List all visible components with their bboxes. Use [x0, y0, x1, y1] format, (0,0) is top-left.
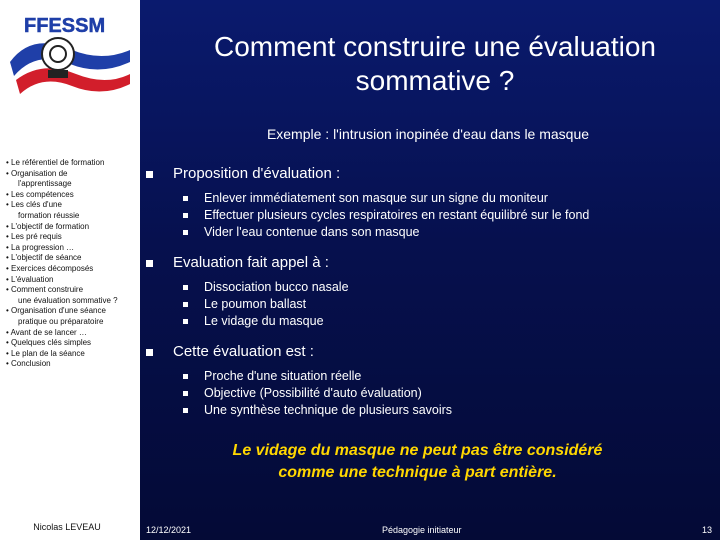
toc-item: • Le référentiel de formation [6, 158, 105, 167]
bullet-square-icon [183, 196, 188, 201]
toc-item: • Organisation d'une séance [6, 306, 106, 316]
bullet-square-icon [183, 319, 188, 324]
svg-text:FFESSM: FFESSM [24, 15, 106, 37]
section-title: Cette évaluation est : [173, 343, 314, 360]
title-line-1: Comment construire une évaluation [213, 31, 656, 62]
bullet-square-icon [183, 285, 188, 290]
toc-item: • Exercices décomposés [6, 263, 94, 273]
conclusion-line-1: Le vidage du masque ne peut pas être considéré [232, 442, 603, 459]
conclusion-statement [160, 440, 675, 484]
toc-item: • Quelques clés simples [6, 338, 92, 348]
bullet-square-icon [146, 171, 153, 178]
footer-course-name: Pédagogie initiateur [382, 525, 462, 535]
sidebar [0, 0, 140, 540]
bullet-square-icon [183, 230, 188, 235]
bullet-square-icon [183, 302, 188, 307]
toc-item: • L'évaluation [6, 274, 54, 284]
ffessm-logo-icon [2, 2, 136, 110]
toc-item: • Avant de se lancer … [6, 327, 87, 337]
page-number: 13 [701, 525, 712, 535]
footer-date: 12/12/2021 [146, 525, 192, 535]
toc-item: • L'objectif de séance [6, 253, 82, 263]
bullet-square-icon [183, 213, 188, 218]
toc-item: • Comment construire [6, 285, 84, 295]
example-subtitle: Exemple : l'intrusion inopinée d'eau dans le masque [266, 126, 590, 142]
conclusion-line-2: comme une technique à part entière. [278, 464, 557, 481]
toc-item: • Les pré requis [6, 232, 62, 242]
toc-item: • Organisation de [6, 168, 68, 178]
toc-item: • Les clés d'une [6, 200, 62, 210]
bullet-square-icon [183, 391, 188, 396]
bullet-square-icon [183, 408, 188, 413]
author-name: Nicolas LEVEAU [33, 522, 101, 532]
bullet-square-icon [183, 374, 188, 379]
toc-item: • La progression … [6, 242, 75, 252]
toc-item: • Conclusion [6, 359, 51, 369]
toc-item: une évaluation sommative ? [18, 295, 118, 305]
toc-item: pratique ou préparatoire [18, 316, 104, 326]
toc-item: • L'objectif de formation [6, 221, 90, 231]
page-title [150, 30, 720, 98]
bullet-square-icon [146, 349, 153, 356]
bullet-square-icon [146, 260, 153, 267]
toc-item: • Le plan de la séance [6, 348, 85, 358]
ffessm-logo [2, 2, 136, 110]
table-of-contents [6, 158, 138, 370]
toc-item: l'apprentissage [18, 179, 72, 189]
section-title: Proposition d'évaluation : [173, 165, 341, 182]
toc-item: formation réussie [18, 210, 80, 220]
section-title: Evaluation fait appel à : [173, 254, 329, 271]
title-line-2: sommative ? [355, 65, 515, 96]
toc-item: • Les compétences [6, 189, 74, 199]
